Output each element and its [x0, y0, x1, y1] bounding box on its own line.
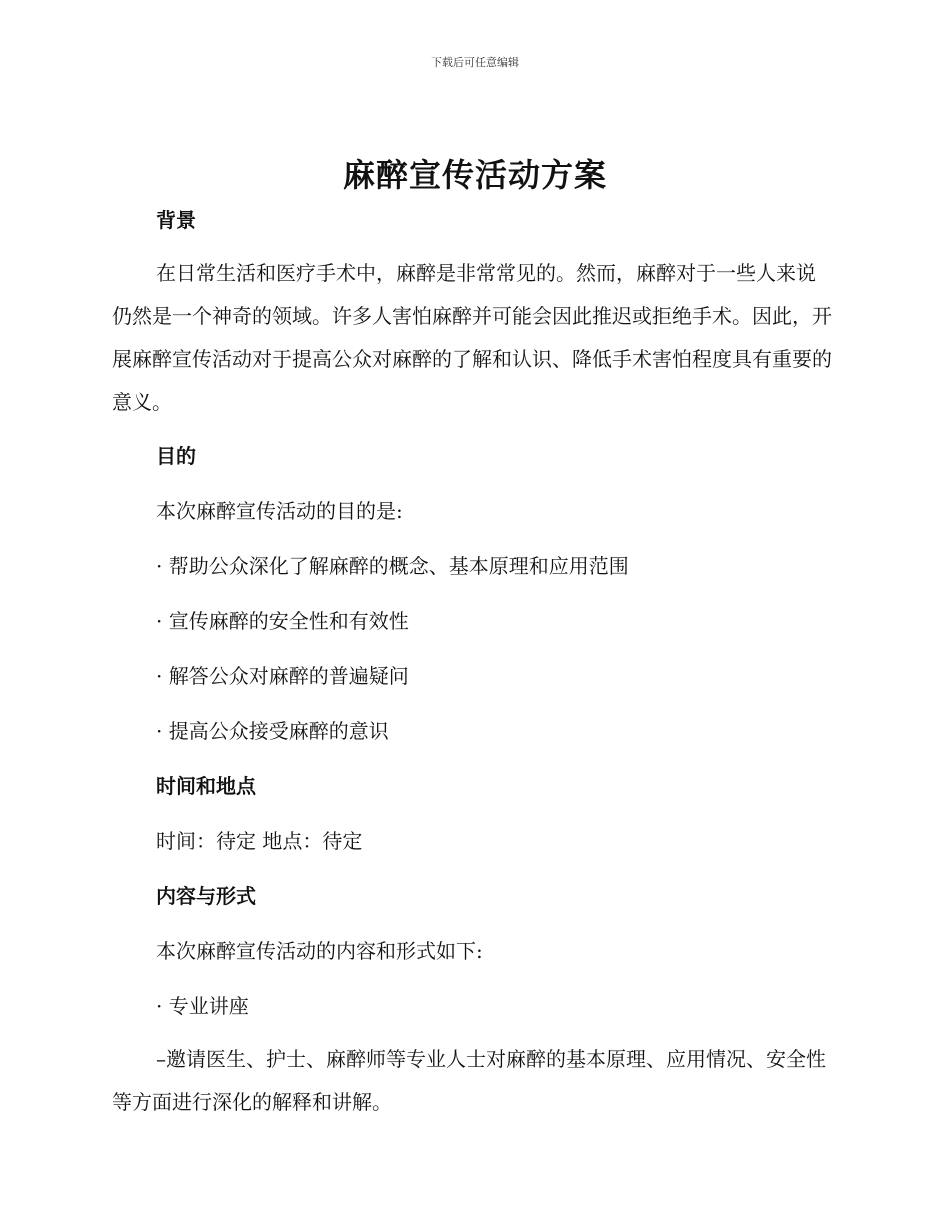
section-heading-content-form: [112, 886, 832, 906]
purpose-intro: 本次麻醉宣传活动的目的是:: [156, 499, 403, 523]
heading-text: 背景: [156, 208, 196, 232]
purpose-item: · 帮助公众深化了解麻醉的概念、基本原理和应用范围: [156, 554, 629, 578]
purpose-item: · 解答公众对麻醉的普遍疑问: [156, 664, 409, 688]
header-note: 下载后可任意编辑: [431, 56, 519, 69]
section-heading-background: [112, 210, 832, 230]
section-heading-purpose: [112, 446, 832, 466]
heading-text: 目的: [156, 444, 196, 468]
document-title: 麻醉宣传活动方案: [342, 156, 607, 194]
section-heading-time-place: [112, 776, 832, 796]
content-form-intro: 本次麻醉宣传活动的内容和形式如下:: [156, 939, 483, 963]
purpose-item: · 宣传麻醉的安全性和有效性: [156, 609, 409, 633]
purpose-item: · 提高公众接受麻醉的意识: [156, 719, 389, 743]
heading-text: 时间和地点: [156, 774, 256, 798]
heading-text: 内容与形式: [156, 884, 256, 908]
content-form-item: · 专业讲座: [156, 994, 249, 1018]
time-place-text: 时间：待定 地点：待定: [156, 829, 363, 853]
background-paragraph: 在日常生活和医疗手术中，麻醉是非常常见的。然而，麻醉对于一些人来说仍然是一个神奇的领域。许多人害怕麻醉并可能会因此推迟或拒绝手术。因此，开展麻醉宣传活动对于提高公众对麻醉的了解和认识、降低手术害怕程度具有重要的意义。: [112, 261, 832, 414]
content-form-item-detail: –邀请医生、护士、麻醉师等专业人士对麻醉的基本原理、应用情况、安全性等方面进行深化的解释和讲解。: [112, 1047, 826, 1114]
